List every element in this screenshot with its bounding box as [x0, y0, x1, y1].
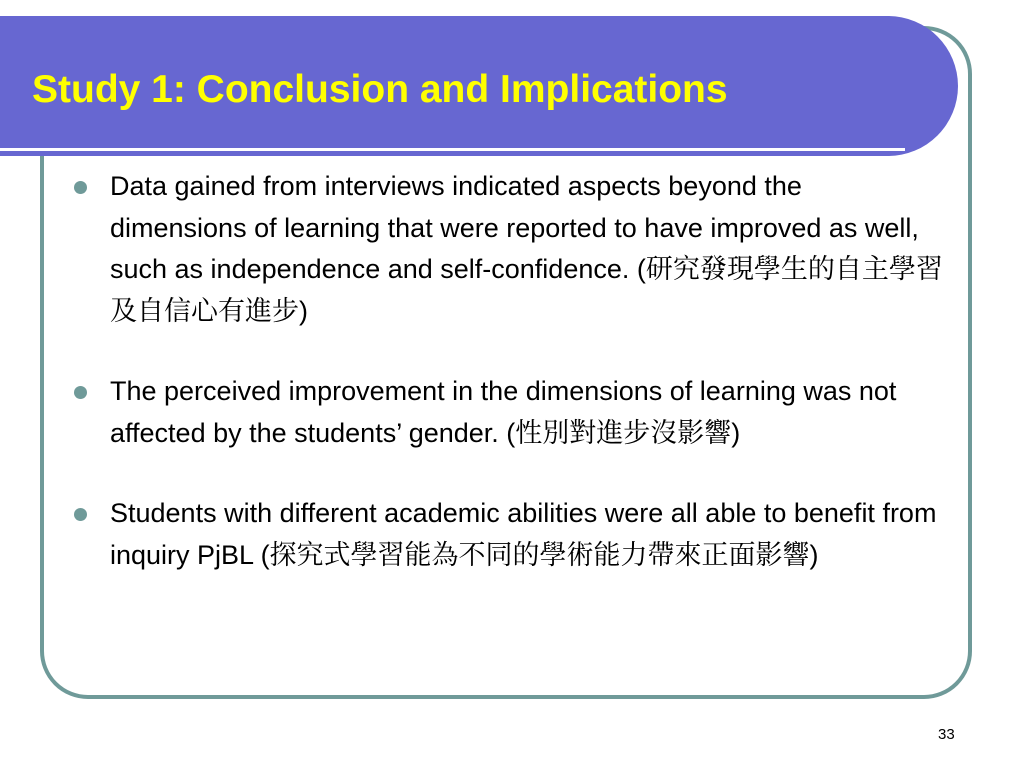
- bullet-text: Data gained from interviews indicated aspects beyond the dimensions of learning that were reported to have improved as well, such as independence and self-confidence. (研究發現學生的自主學習及自信心有進步): [110, 171, 943, 326]
- bullet-list: [74, 166, 944, 615]
- title-banner: [0, 16, 958, 156]
- bullet-dot-icon: [74, 508, 87, 521]
- bullet-item: [74, 166, 944, 332]
- bullet-item: [74, 371, 944, 454]
- page-number: 33: [938, 726, 955, 743]
- slide-title: Study 1: Conclusion and Implications: [32, 68, 728, 111]
- bullet-item: [74, 493, 944, 576]
- bullet-dot-icon: [74, 386, 87, 399]
- title-underline: [0, 148, 905, 151]
- bullet-dot-icon: [74, 181, 87, 194]
- bullet-text: Students with different academic abilities were all able to benefit from inquiry PjBL (探究式學習能為不同的學術能力帶來正面影響): [110, 498, 937, 570]
- bullet-text: The perceived improvement in the dimensions of learning was not affected by the students’ gender. (性別對進步沒影響): [110, 376, 897, 448]
